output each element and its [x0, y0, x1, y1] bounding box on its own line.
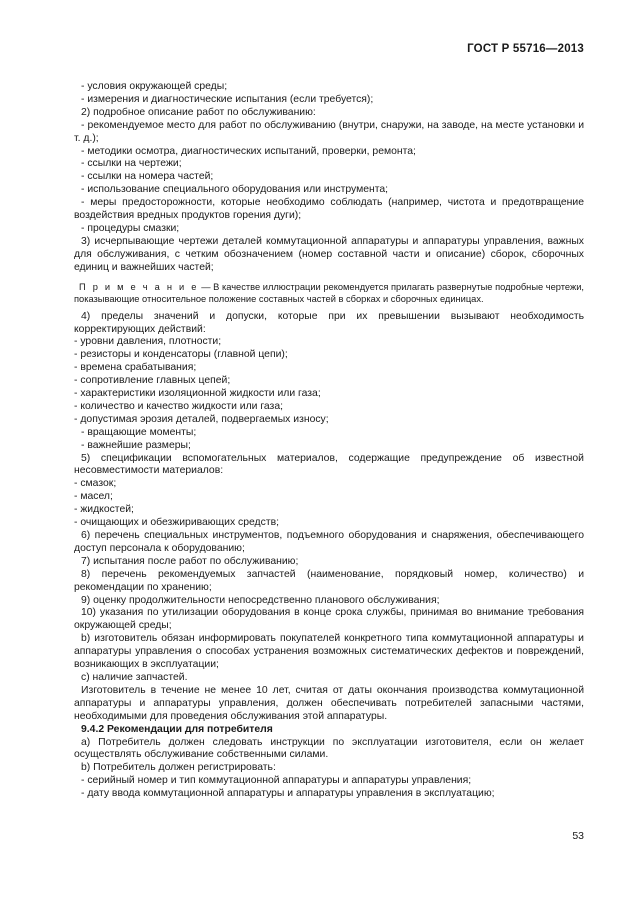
list-item: 2) подробное описание работ по обслуживанию:: [81, 106, 316, 118]
list-item: - методики осмотра, диагностических испытаний, проверки, ремонта;: [81, 145, 416, 157]
list-item: - важнейшие размеры;: [81, 439, 191, 451]
list-item: 10) указания по утилизации оборудования в конце срока службы, принимая во внимание требования окружающей среды;: [74, 607, 584, 632]
list-item: b) изготовитель обязан информировать покупателей конкретного типа коммутационной аппаратуры и аппаратуры управления о способах устранения возможных систематических дефектов и повреждений, возникающих в эксплуатации;: [74, 633, 584, 671]
list-item: 7) испытания после работ по обслуживанию;: [81, 555, 299, 567]
paragraph: a) Потребитель должен следовать инструкции по эксплуатации изготовителя, если он желает осуществлять обслуживание собственными силами.: [74, 736, 584, 761]
list-item: 6) перечень специальных инструментов, подъемного оборудования и снаряжения, обеспечивающего доступ персонала к оборудованию;: [74, 530, 584, 554]
list-item: 8) перечень рекомендуемых запчастей (наименование, порядковый номер, количество) и рекомендации по хранению;: [74, 568, 584, 593]
list-item: - резисторы и конденсаторы (главной цепи);: [74, 349, 288, 361]
list-item: - вращающие моменты;: [81, 426, 197, 438]
list-item: - характеристики изоляционной жидкости или газа;: [74, 388, 321, 400]
list-item: 4) пределы значений и допуски, которые при их превышении вызывают необходимость корректирующих действий:: [74, 310, 584, 335]
note-text: — В качестве иллюстрации рекомендуется прилагать развернутые подробные чертежи, показывающие относительное положение составных частей в сборках и сборочных единицах.: [74, 281, 584, 304]
list-item: - количество и качество жидкости или газа;: [74, 400, 283, 412]
paragraph: b) Потребитель должен регистрировать:: [81, 762, 276, 774]
list-item: 9) оценку продолжительности непосредственно планового обслуживания;: [81, 594, 440, 606]
list-item: - времена срабатывания;: [74, 362, 197, 374]
list-item: - условия окружающей среды;: [81, 81, 228, 92]
paragraph: Изготовитель в течение не менее 10 лет, считая от даты окончания производства коммутационной аппаратуры и аппаратуры управления, должен обеспечивать потребителей запасными частями, необходимыми для проведения обслуживания этой аппаратуры.: [74, 684, 584, 722]
note-label: П р и м е ч а н и е: [79, 281, 199, 292]
list-item: - уровни давления, плотности;: [74, 336, 222, 348]
list-item: - ссылки на чертежи;: [81, 158, 182, 170]
document-body: [74, 81, 584, 801]
list-item: - использование специального оборудования или инструмента;: [81, 184, 389, 196]
list-item: - рекомендуемое место для работ по обслуживанию (внутри, снаружи, на заводе, на месте установки и т. д.);: [74, 119, 584, 144]
section-heading: 9.4.2 Рекомендации для потребителя: [81, 723, 273, 735]
list-item: 3) исчерпывающие чертежи деталей коммутационной аппаратуры и аппаратуры управления, важных для обслуживания, с четким обозначением (номер составной части и описание) сборок, сборочных единиц и важнейших частей;: [74, 235, 584, 273]
list-item: 5) спецификации вспомогательных материалов, содержащие предупреждение об известной несовместимости материалов:: [74, 452, 584, 477]
list-item: - процедуры смазки;: [81, 222, 180, 234]
list-item: - меры предосторожности, которые необходимо соблюдать (например, чистота и предотвращение воздействия вредных продуктов горения дуги);: [74, 197, 584, 222]
list-item: - очищающих и обезжиривающих средств;: [74, 517, 279, 529]
page-number: 53: [572, 830, 584, 842]
note-paragraph: [74, 281, 584, 305]
list-item: c) наличие запчастей.: [81, 671, 188, 683]
list-item: - серийный номер и тип коммутационной аппаратуры и аппаратуры управления;: [81, 775, 472, 787]
list-item: - масел;: [74, 491, 113, 503]
list-item: - измерения и диагностические испытания (если требуется);: [81, 93, 374, 105]
list-item: - дату ввода коммутационной аппаратуры и аппаратуры управления в эксплуатацию;: [81, 788, 495, 800]
list-item: - ссылки на номера частей;: [81, 171, 214, 183]
list-item: - жидкостей;: [74, 504, 134, 516]
document-header: ГОСТ Р 55716—2013: [467, 43, 584, 55]
list-item: - смазок;: [74, 478, 117, 490]
list-item: - сопротивление главных цепей;: [74, 375, 231, 387]
list-item: - допустимая эрозия деталей, подвергаемых износу;: [74, 413, 329, 425]
